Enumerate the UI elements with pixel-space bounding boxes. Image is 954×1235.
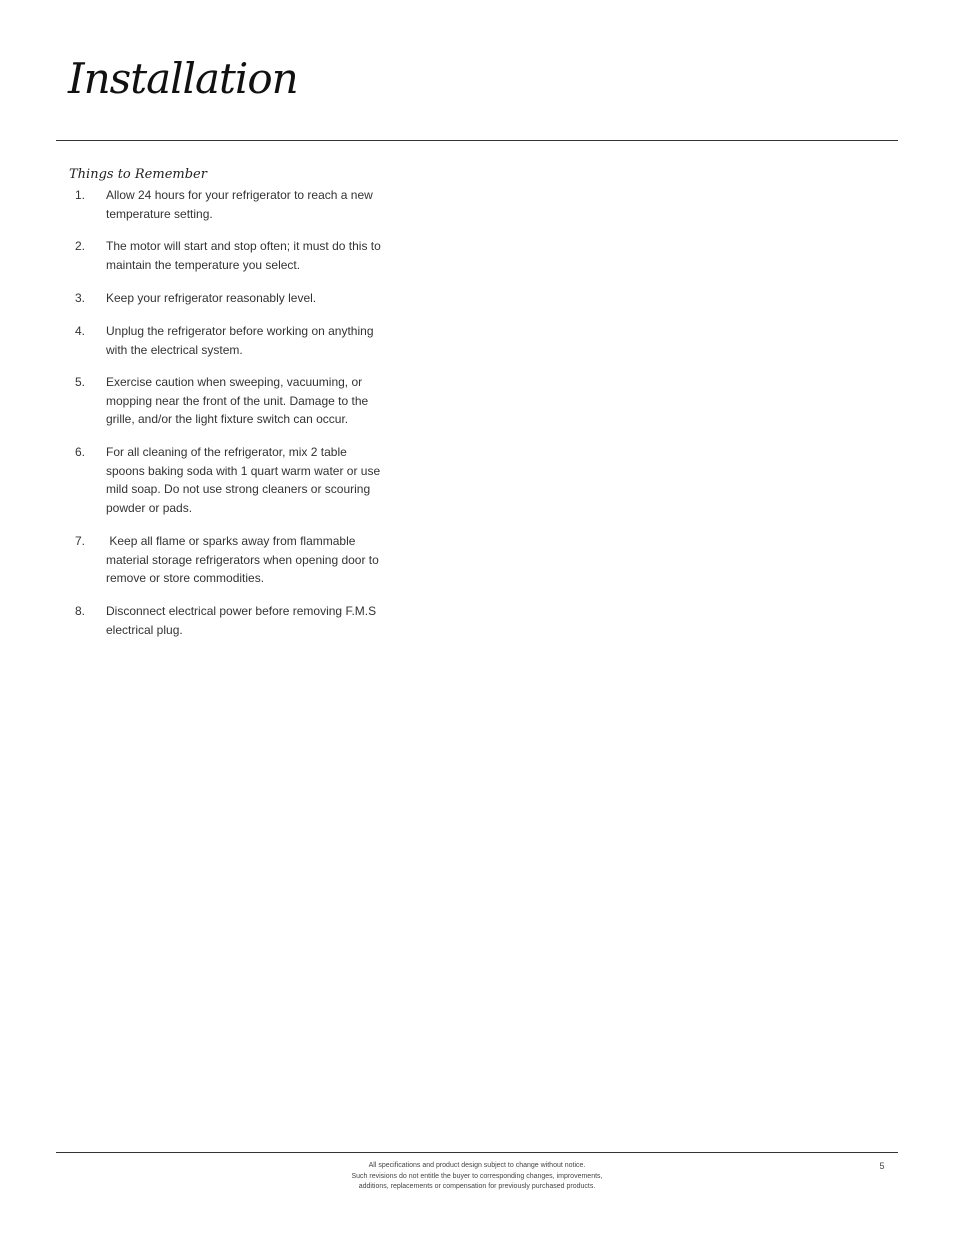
- step-text: Allow 24 hours for your refrigerator to reach a new temperature setting.: [106, 188, 377, 221]
- step-text: Keep all flame or sparks away from flammable material storage refrigerators when opening door to remove or store commodities.: [106, 534, 383, 586]
- step-number: 1.: [75, 188, 86, 202]
- footer-line: additions, replacements or compensation for previously purchased products.: [358, 1183, 596, 1190]
- footer-line: All specifications and product design subject to change without notice.: [368, 1162, 586, 1169]
- step-number: 4.: [75, 324, 86, 338]
- section-heading: Things to Remember: [69, 167, 207, 182]
- step-number: 6.: [75, 445, 86, 459]
- step-text: For all cleaning of the refrigerator, mix 2 table spoons baking soda with 1 quart warm water or use mild soap. Do not use strong cleaners or scouring powder or pads.: [106, 445, 384, 515]
- footer-disclaimer: [277, 1161, 677, 1193]
- step-number: 8.: [75, 604, 86, 618]
- step-number: 3.: [75, 291, 86, 305]
- step-text: Disconnect electrical power before removing F.M.S electrical plug.: [106, 604, 380, 637]
- step-text: The motor will start and stop often; it must do this to maintain the temperature you select.: [106, 239, 385, 272]
- step-number: 5.: [75, 375, 86, 389]
- step-number: 7.: [75, 534, 86, 548]
- step-text: Unplug the refrigerator before working on anything with the electrical system.: [106, 324, 377, 357]
- footer-line: Such revisions do not entitle the buyer to corresponding changes, improvements,: [351, 1172, 603, 1180]
- step-text: Keep your refrigerator reasonably level.: [106, 291, 317, 305]
- footer-divider: [56, 1152, 898, 1153]
- header-divider: [56, 140, 898, 141]
- page-number: 5: [879, 1161, 885, 1171]
- page-title: Installation: [68, 54, 298, 103]
- step-text: Exercise caution when sweeping, vacuuming, or mopping near the front of the unit. Damage to the grille, and/or the light fixture switch can occur.: [106, 375, 372, 427]
- step-number: 2.: [75, 239, 86, 253]
